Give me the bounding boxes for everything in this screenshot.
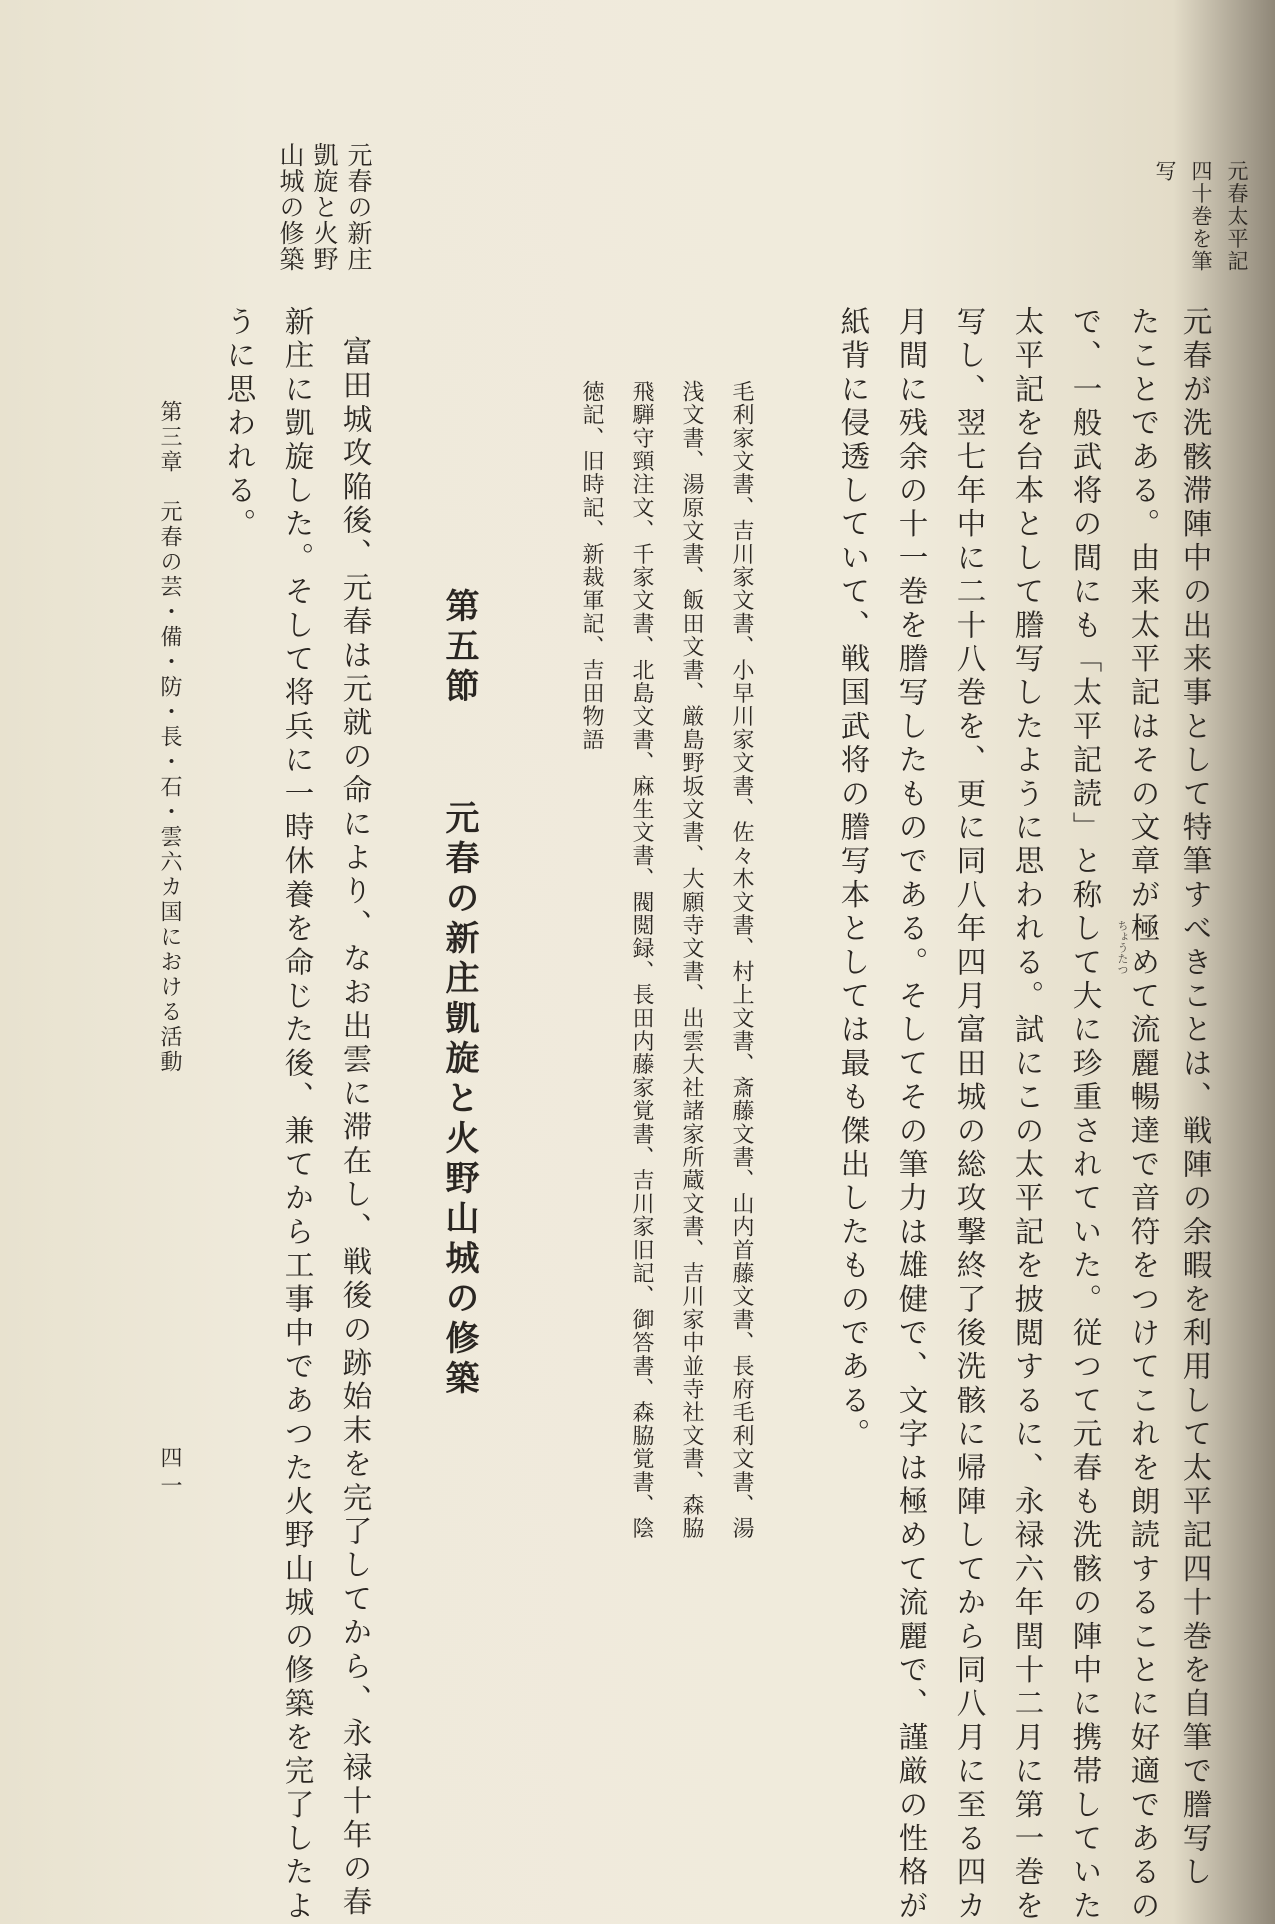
section-title: 元春の新庄凱旋と火野山城の修築 (439, 800, 479, 1400)
margin-note-line: 元春の新庄 (344, 142, 373, 272)
body-line: 紙背に侵透していて、戦国武将の謄写本としては最も傑出したものである。 (836, 306, 871, 1452)
source-line: 浅文書、湯原文書、飯田文書、厳島野坂文書、大願寺文書、出雲大社諸家所蔵文書、吉川家中並寺社文書、森脇 (679, 380, 704, 1540)
source-line: 毛利家文書、吉川家文書、小早川家文書、佐々木文書、村上文書、斎藤文書、山内首藤文書、長府毛利文書、湯 (729, 380, 754, 1540)
section-number: 第五節 (439, 588, 479, 708)
body-line: 富田城攻陥後、元春は元就の命により、なお出雲に滞在し、戦後の跡始末を完了してから、永禄十年の春 (338, 336, 373, 1920)
body-line: 元春が洗骸滞陣中の出来事として特筆すべきことは、戦陣の余暇を利用して太平記四十巻を自筆で謄写し (1178, 306, 1213, 1890)
body-line: で、一般武将の間にも「太平記読」と称して大に珍重されていた。従つて元春も洗骸の陣中に携帯していた (1068, 306, 1103, 1924)
body-line: 新庄に凱旋した。そして将兵に一時休養を命じた後、兼てから工事中であつた火野山城の修築を完了したよ (280, 306, 315, 1924)
body-line: 太平記を台本として謄写したように思われる。試にこの太平記を披閲するに、永禄六年閏十二月に第一巻を (1010, 306, 1045, 1924)
source-line: 飛騨守頸注文、千家文書、北島文書、麻生文書、閥閲録、長田内藤家覚書、吉川家旧記、御答書、森脇覚書、陰 (629, 380, 654, 1540)
body-line: 写し、翌七年中に二十八巻を、更に同八年四月富田城の総攻撃終了後洗骸に帰陣してから同八月に至る四カ (952, 306, 987, 1924)
margin-note-line: 元春太平記 (1225, 160, 1249, 273)
body-line: 月間に残余の十一巻を謄写したものである。そしてその筆力は雄健で、文字は極めて流麗で、謹厳の性格が (894, 306, 929, 1924)
margin-note-line: 四十巻を筆 (1189, 160, 1213, 273)
source-line: 徳記、旧時記、新裁軍記、吉田物語 (579, 380, 604, 752)
margin-note-line: 写 (1153, 160, 1177, 183)
margin-note-line: 凱旋と火野 (310, 142, 339, 272)
chapter-footer: 第三章 元春の芸・備・防・長・石・雲六カ国における活動 (157, 400, 182, 1075)
ruby-annotation: ちょうたつ (1116, 920, 1129, 975)
page-number: 四一 (157, 1446, 182, 1502)
body-line: うに思われる。 (222, 306, 257, 542)
margin-note-line: 山城の修築 (276, 142, 305, 272)
body-line: たことである。由来太平記はその文章が極めて流麗暢達で音符をつけてこれを朗読することに好適であるの (1126, 306, 1161, 1924)
